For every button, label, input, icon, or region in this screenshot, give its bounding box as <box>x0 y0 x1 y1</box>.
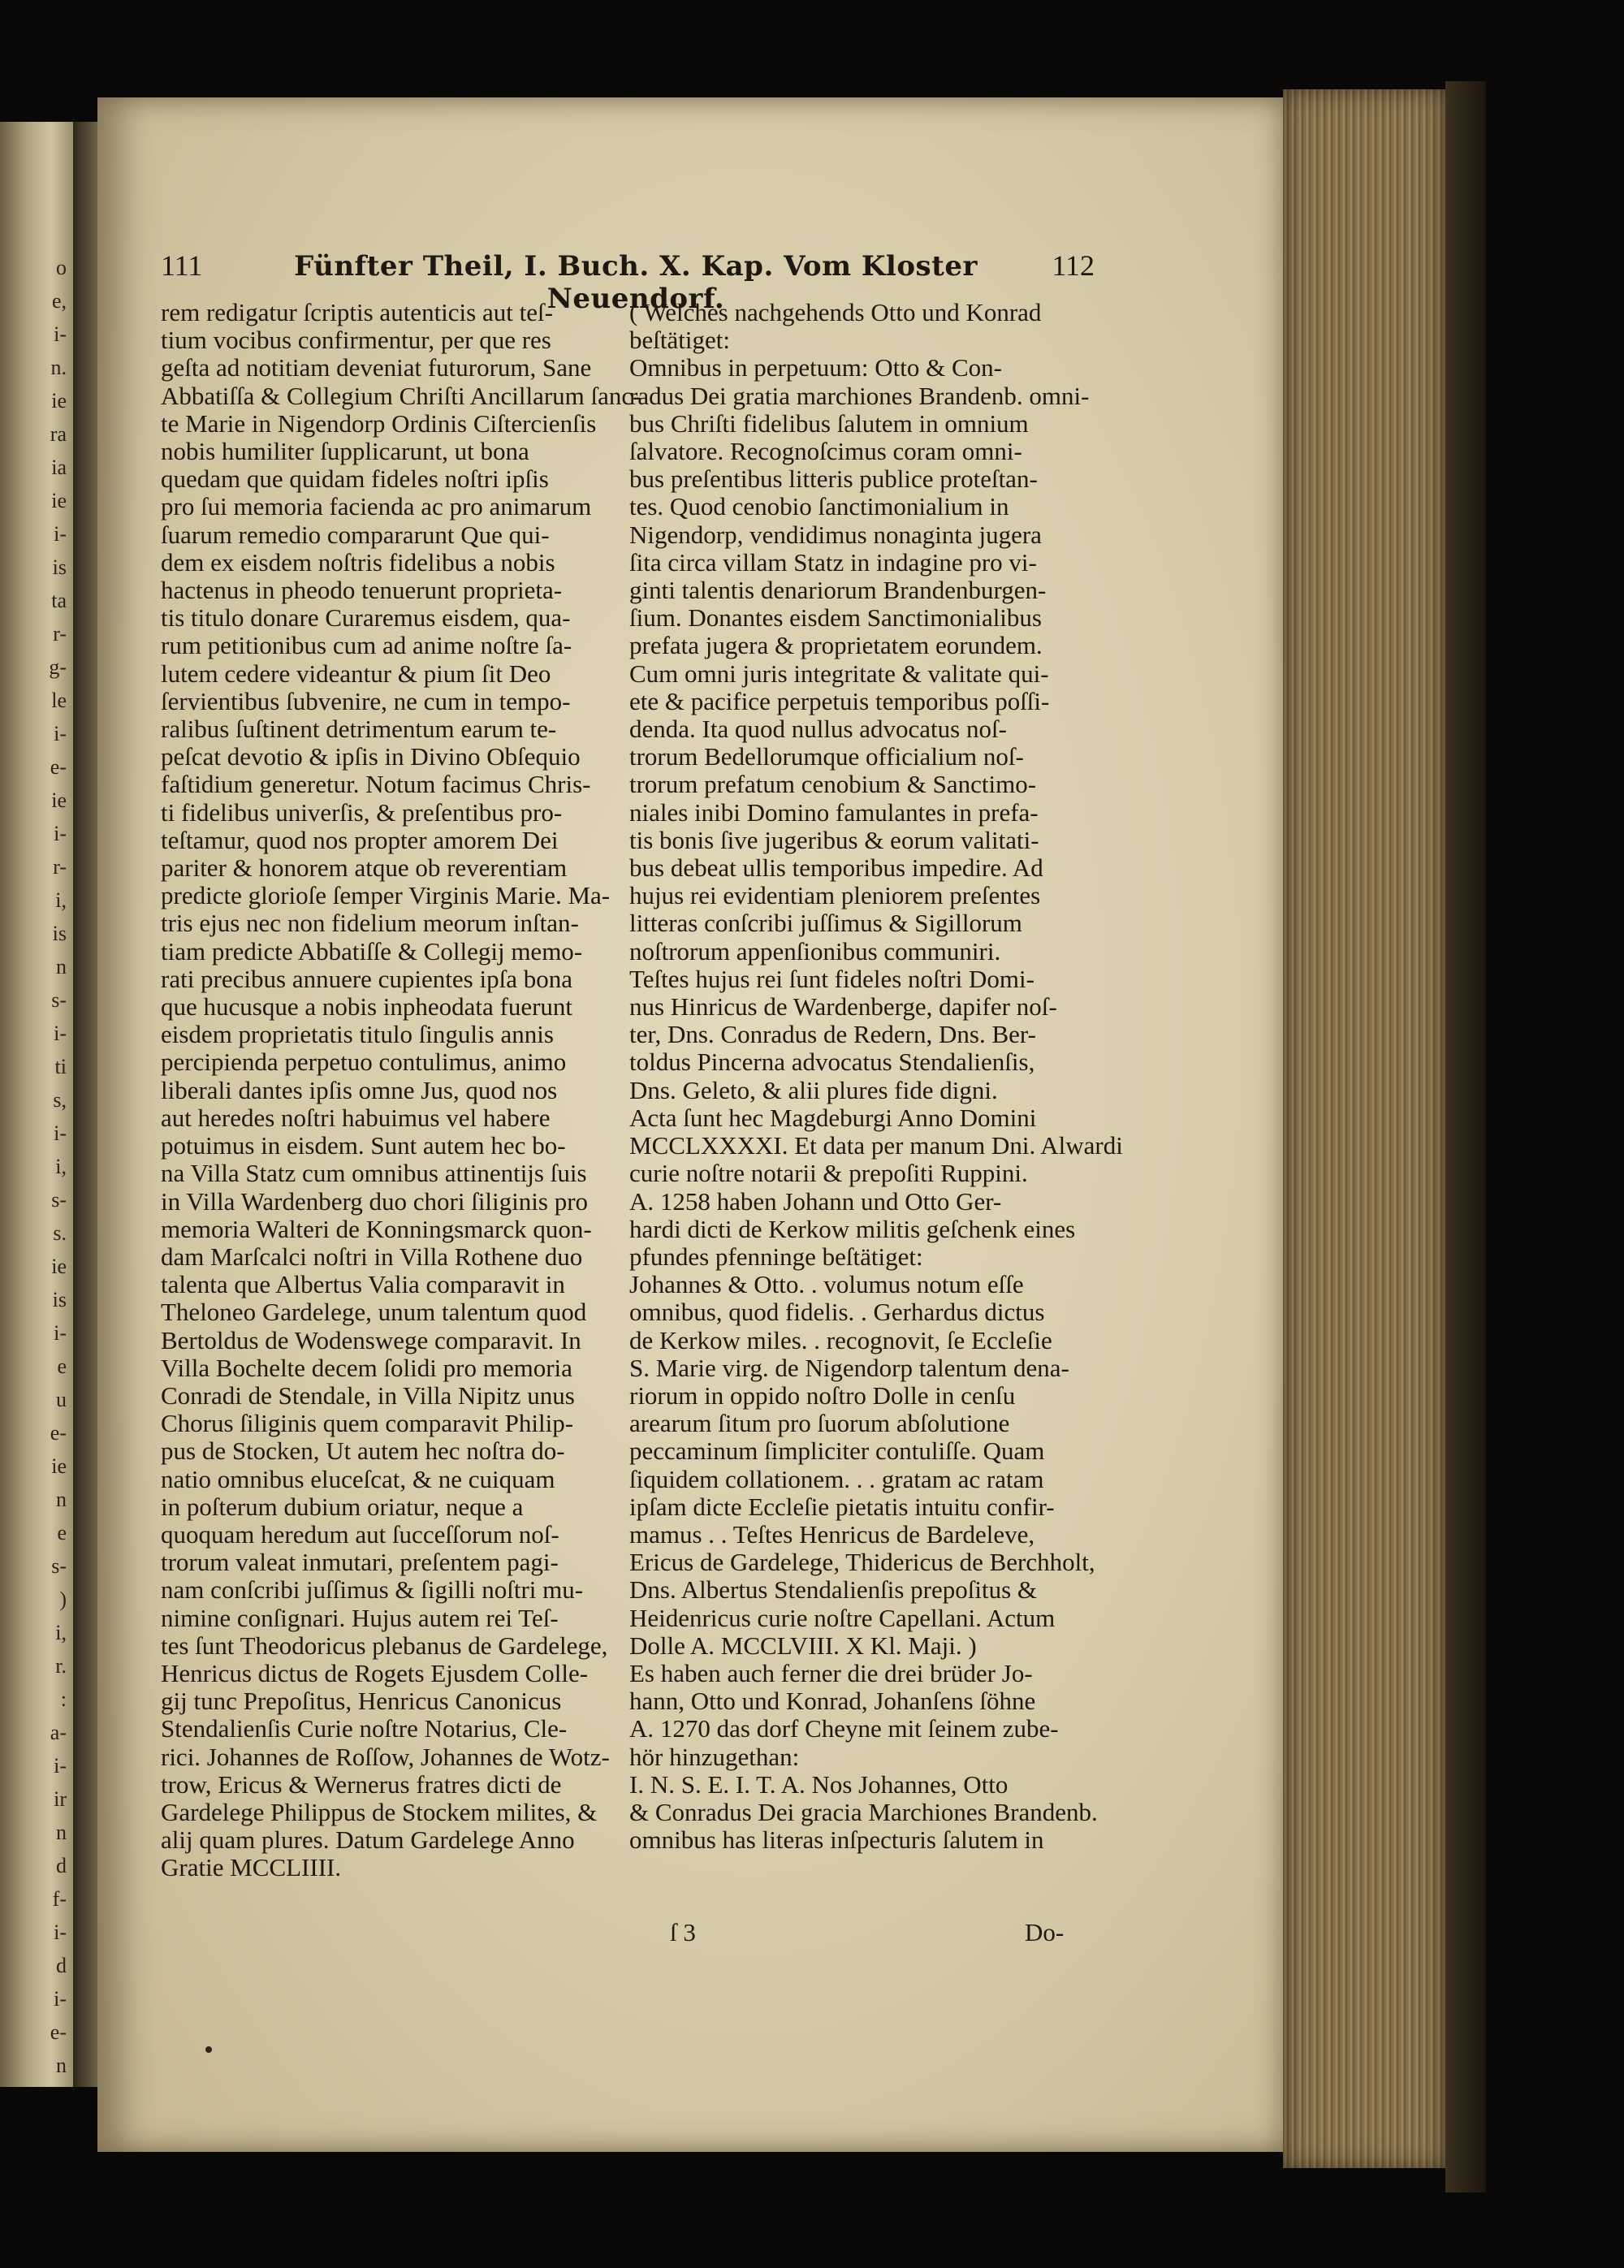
text-line: bus debeat ullis temporibus impedire. Ad <box>629 853 1043 883</box>
margin-fragment: r- <box>53 622 67 646</box>
margin-fragment: s, <box>53 1088 67 1112</box>
text-line: tis bonis ſive jugeribus & eorum valitati- <box>629 825 1039 854</box>
text-line: trow, Ericus & Wernerus fratres dicti de <box>161 1769 562 1799</box>
text-line: quoquam heredum aut ſucceſſorum noſ- <box>161 1519 559 1549</box>
text-line: tris ejus nec non fidelium meorum inſtan- <box>161 909 579 938</box>
text-line: peccaminum ſimpliciter contuliſſe. Quam <box>629 1436 1045 1466</box>
margin-fragment: i, <box>55 1155 67 1178</box>
text-line: quedam que quidam fideles noſtri ipſis <box>161 464 549 494</box>
text-line: ſium. Donantes eisdem Sanctimonialibus <box>629 603 1042 633</box>
margin-fragment: e <box>57 1354 67 1378</box>
margin-fragment: i- <box>54 722 67 745</box>
text-line: gij tunc Prepoſitus, Henricus Canonicus <box>161 1687 562 1716</box>
margin-fragment: i- <box>54 1920 67 1944</box>
text-line: omnibus, quod fidelis. . Gerhardus dictus <box>629 1298 1045 1327</box>
text-line: ſita circa villam Statz in indagine pro vi- <box>629 547 1037 577</box>
margin-fragment: o <box>56 256 67 279</box>
text-line: in Villa Wardenberg duo chori ſiliginis pro <box>161 1186 589 1216</box>
text-line: MCCLXXXXI. Et data per manum Dni. Alwardi <box>629 1131 1123 1160</box>
text-line: hujus rei evidentiam pleniorem preſentes <box>629 881 1041 910</box>
margin-fragment: f- <box>52 1887 67 1911</box>
margin-fragment: u <box>56 1388 67 1411</box>
text-line: bus preſentibus litteris publice proteſtan- <box>629 464 1038 494</box>
text-line: noſtrorum appenſionibus communiri. <box>629 936 1001 966</box>
text-line: denda. Ita quod nullus advocatus noſ- <box>629 715 1007 744</box>
text-line: teſtamur, quod nos propter amorem Dei <box>161 825 559 854</box>
text-line: A. 1258 haben Johann und Otto Ger- <box>629 1186 1002 1216</box>
margin-fragment: i- <box>54 1121 67 1145</box>
margin-fragment: a- <box>50 1721 67 1744</box>
margin-fragment: s- <box>51 988 67 1012</box>
text-line: Cum omni juris integritate & valitate qui- <box>629 659 1049 688</box>
text-line: trorum valeat inmutari, preſentem pagi- <box>161 1548 559 1577</box>
text-line: tiam predicte Abbatiſſe & Collegij memo- <box>161 936 583 966</box>
text-line: peſcat devotio & ipſis in Divino Obſequio <box>161 742 581 771</box>
text-line: lutem cedere videantur & pium ſit Deo <box>161 659 551 688</box>
text-line: Gratie MCCLIIII. <box>161 1853 342 1882</box>
text-line: dam Marſcalci noſtri in Villa Rothene duo <box>161 1242 583 1271</box>
text-line: Theloneo Gardelege, unum talentum quod <box>161 1298 587 1327</box>
margin-fragment: e, <box>51 289 67 313</box>
margin-fragment: i- <box>54 1321 67 1345</box>
margin-fragment: ra <box>50 422 67 446</box>
text-line: tium vocibus confirmentur, per que res <box>161 326 551 355</box>
text-line: omnibus has literas inſpecturis ſalutem in <box>629 1825 1044 1855</box>
margin-fragment: i- <box>54 522 67 546</box>
margin-fragment: ie <box>51 788 67 812</box>
text-line: arearum ſitum pro ſuorum abſolutione <box>629 1409 1010 1438</box>
ink-spot <box>205 2046 212 2053</box>
text-line: dem ex eisdem noſtris fidelibus a nobis <box>161 547 555 577</box>
text-line: te Marie in Nigendorp Ordinis Ciſtercienſis <box>161 408 597 438</box>
margin-fragment: ir <box>54 1787 67 1811</box>
margin-fragment: i- <box>54 1987 67 2011</box>
text-line: tes ſunt Theodoricus plebanus de Gardelege, <box>161 1631 608 1660</box>
margin-fragment: is <box>52 555 67 579</box>
margin-fragment: n <box>56 955 67 978</box>
text-line: rici. Johannes de Roſſow, Johannes de Wotz- <box>161 1742 610 1771</box>
text-line: nimine conſignari. Hujus autem rei Teſ- <box>161 1603 559 1632</box>
margin-fragment: i, <box>55 888 67 912</box>
text-line: ſiquidem collationem. . . gratam ac ratam <box>629 1464 1044 1493</box>
text-line: hör hinzugethan: <box>629 1742 800 1771</box>
margin-fragment: is <box>52 922 67 945</box>
book-gutter <box>73 122 97 2087</box>
text-line: toldus Pincerna advocatus Stendalienſis, <box>629 1048 1035 1077</box>
text-line: ( Welches nachgehends Otto und Konrad <box>629 298 1042 326</box>
text-line: nus Hinricus de Wardenberge, dapifer noſ- <box>629 992 1057 1022</box>
margin-fragment: s- <box>51 1554 67 1578</box>
text-line: curie noſtre notarii & prepoſiti Ruppini. <box>629 1159 1028 1188</box>
text-line: prefata jugera & proprietatem eorundem. <box>629 631 1043 660</box>
margin-fragment: d <box>56 1854 67 1877</box>
text-line: memoria Walteri de Konningsmarck quon- <box>161 1214 592 1243</box>
text-line: Dolle A. MCCLVIII. X Kl. Maji. ) <box>629 1631 977 1660</box>
text-line: pro ſui memoria facienda ac pro animarum <box>161 492 592 521</box>
text-line: predicte glorioſe ſemper Virginis Marie. Ma- <box>161 881 611 910</box>
book-cover-edge <box>1445 81 1486 2192</box>
text-line: Ericus de Gardelege, Thidericus de Berchholt, <box>629 1548 1095 1577</box>
text-line: ginti talentis denariorum Brandenburgen- <box>629 576 1047 605</box>
text-line: ter, Dns. Conradus de Redern, Dns. Ber- <box>629 1020 1036 1049</box>
text-line: que hucusque a nobis inpheodata fuerunt <box>161 992 573 1022</box>
margin-fragment: i- <box>54 1022 67 1045</box>
text-line: S. Marie virg. de Nigendorp talentum dena- <box>629 1353 1069 1382</box>
left-column-text <box>161 298 641 1882</box>
text-line: Gardelege Philippus de Stockem milites, & <box>161 1797 598 1826</box>
text-line: bus Chriſti fidelibus ſalutem in omnium <box>629 408 1029 438</box>
text-line: I. N. S. E. I. T. A. Nos Johannes, Otto <box>629 1769 1009 1799</box>
catchword: Do- <box>1025 1918 1065 1946</box>
running-title: Fünfter Theil, I. Buch. X. Kap. Vom Kloster Neuendorf. <box>294 250 978 315</box>
text-line: ralibus ſuſtinent detrimentum earum te- <box>161 715 557 744</box>
text-line: aut heredes noſtri habuimus vel habere <box>161 1103 551 1132</box>
text-line: faſtidium generetur. Notum facimus Chris- <box>161 770 591 799</box>
text-line: pariter & honorem atque ob reverentiam <box>161 853 568 883</box>
margin-fragment: s. <box>53 1221 67 1245</box>
text-line: beſtätiget: <box>629 326 730 355</box>
margin-fragment: r. <box>55 1654 67 1678</box>
text-line: potuimus in eisdem. Sunt autem hec bo- <box>161 1131 566 1160</box>
margin-fragment: n <box>56 2054 67 2077</box>
text-line: niales inibi Domino famulantes in prefa- <box>629 797 1039 827</box>
margin-fragment: r- <box>53 855 67 879</box>
text-line: ſuarum remedio compararunt Que qui- <box>161 520 550 549</box>
text-line: pfundes pfenninge beſtätiget: <box>629 1242 923 1271</box>
text-line: percipienda perpetuo contulimus, animo <box>161 1048 567 1077</box>
text-line: rum petitionibus cum ad anime noſtre ſa- <box>161 631 572 660</box>
margin-fragment: ta <box>51 589 67 612</box>
text-line: Dns. Geleto, & alii plures fide digni. <box>629 1075 998 1104</box>
text-line: radus Dei gratia marchiones Brandenb. omni- <box>629 381 1090 410</box>
margin-fragment: i- <box>54 1754 67 1778</box>
text-line: Bertoldus de Wodenswege comparavit. In <box>161 1325 581 1354</box>
text-line: ſalvatore. Recognoſcimus coram omni- <box>629 437 1022 466</box>
text-line: liberali dantes ipſis omne Jus, quod nos <box>161 1075 558 1104</box>
text-line: trorum Bedellorumque officialium noſ- <box>629 742 1024 771</box>
text-line: talenta que Albertus Valia comparavit in <box>161 1270 565 1299</box>
margin-fragment: ia <box>51 456 67 479</box>
margin-fragment: : <box>60 1687 67 1711</box>
text-line: tes. Quod cenobio ſanctimonialium in <box>629 492 1009 521</box>
right-column-text <box>629 298 1123 1855</box>
text-line: Nigendorp, vendidimus nonaginta jugera <box>629 520 1042 549</box>
text-line: nam conſcribi juſſimus & ſigilli noſtri mu- <box>161 1575 584 1605</box>
text-line: rati precibus annuere cupientes ipſa bona <box>161 964 572 993</box>
text-line: & Conradus Dei gracia Marchiones Brandenb. <box>629 1797 1098 1826</box>
text-line: eisdem proprietatis titulo ſingulis annis <box>161 1020 554 1049</box>
margin-fragment: ie <box>51 389 67 413</box>
margin-fragment: ie <box>51 489 67 512</box>
text-line: Chorus ſiliginis quem comparavit Philip- <box>161 1409 574 1438</box>
text-line: Villa Bochelte decem ſolidi pro memoria <box>161 1353 572 1382</box>
text-line: riorum in oppido noſtro Dolle in cenſu <box>629 1380 1016 1410</box>
text-line: ſervientibus ſubvenire, ne cum in tempo- <box>161 686 571 715</box>
margin-fragment: d <box>56 1954 67 1977</box>
text-line: Henricus dictus de Rogets Ejusdem Colle- <box>161 1658 589 1687</box>
text-line: Omnibus in perpetuum: Otto & Con- <box>629 353 1002 382</box>
margin-fragment: n <box>56 1821 67 1844</box>
text-line: Johannes & Otto. . volumus notum eſſe <box>629 1270 1024 1299</box>
margin-fragment: i, <box>55 1621 67 1644</box>
text-line: Acta ſunt hec Magdeburgi Anno Domini <box>629 1103 1037 1132</box>
text-line: nobis humiliter ſupplicarunt, ut bona <box>161 437 529 466</box>
margin-fragment: g- <box>49 655 67 679</box>
text-line: geſta ad notitiam deveniat futurorum, Sane <box>161 353 592 382</box>
text-line: A. 1270 das dorf Cheyne mit ſeinem zube- <box>629 1714 1059 1743</box>
text-line: hardi dicti de Kerkow militis geſchenk eines <box>629 1214 1076 1243</box>
text-line: litteras conſcribi juſſimus & Sigillorum <box>629 909 1022 938</box>
text-line: Teſtes hujus rei ſunt fideles noſtri Domi- <box>629 964 1034 993</box>
margin-fragment: e <box>57 1521 67 1544</box>
margin-fragment: le <box>51 689 67 712</box>
text-line: ipſam dicte Eccleſie pietatis intuitu confir- <box>629 1492 1055 1521</box>
margin-fragment: ) <box>59 1588 67 1611</box>
text-line: ete & pacifice perpetuis temporibus poſſi- <box>629 686 1050 715</box>
margin-fragment: ti <box>54 1055 67 1078</box>
text-line: pus de Stocken, Ut autem hec noſtra do- <box>161 1436 565 1466</box>
margin-fragment: ie <box>51 1255 67 1278</box>
margin-fragment: e- <box>50 1421 67 1445</box>
margin-fragment: e- <box>50 755 67 779</box>
margin-fragment: is <box>52 1288 67 1311</box>
text-line: trorum prefatum cenobium & Sanctimo- <box>629 770 1037 799</box>
page-number-right: 112 <box>1052 249 1095 282</box>
text-line: de Kerkow miles. . recognovit, ſe Eccleſie <box>629 1325 1052 1354</box>
text-line: hactenus in pheodo tenuerunt proprieta- <box>161 576 563 605</box>
margin-fragment: i- <box>54 822 67 845</box>
margin-fragment: i- <box>54 322 67 346</box>
margin-fragment: s- <box>51 1188 67 1212</box>
text-line: Conradi de Stendale, in Villa Nipitz unus <box>161 1380 575 1410</box>
text-line: Dns. Albertus Stendalienſis prepoſitus & <box>629 1575 1037 1605</box>
text-line: Es haben auch ferner die drei brüder Jo- <box>629 1658 1033 1687</box>
text-line: Abbatiſſa & Collegium Chriſti Ancillarum ſanc- <box>161 381 641 410</box>
text-line: Stendalienſis Curie noſtre Notarius, Cle- <box>161 1714 568 1743</box>
text-line: tis titulo donare Curaremus eisdem, qua- <box>161 603 571 633</box>
text-line: mamus . . Teſtes Henricus de Bardeleve, <box>629 1519 1035 1549</box>
text-line: rem redigatur ſcriptis autenticis aut teſ- <box>161 298 553 326</box>
margin-fragment: e- <box>50 2020 67 2044</box>
page-edges <box>1283 89 1445 2168</box>
signature-mark: ſ 3 <box>670 1918 696 1946</box>
margin-fragment: ie <box>51 1454 67 1478</box>
facing-page-edge <box>0 122 73 2087</box>
text-line: na Villa Statz cum omnibus attinentijs ſuis <box>161 1159 587 1188</box>
text-line: hann, Otto und Konrad, Johanſens ſöhne <box>629 1687 1036 1716</box>
text-line: in poſterum dubium oriatur, neque a <box>161 1492 524 1521</box>
text-line: natio omnibus eluceſcat, & ne cuiquam <box>161 1464 555 1493</box>
margin-fragment: n <box>56 1488 67 1511</box>
text-line: Heidenricus curie noſtre Capellani. Actum <box>629 1603 1056 1632</box>
margin-fragment: n. <box>50 356 67 379</box>
text-line: alij quam plures. Datum Gardelege Anno <box>161 1825 575 1855</box>
text-line: ti fidelibus univerſis, & preſentibus pro- <box>161 797 563 827</box>
page-number-left: 111 <box>161 249 203 282</box>
